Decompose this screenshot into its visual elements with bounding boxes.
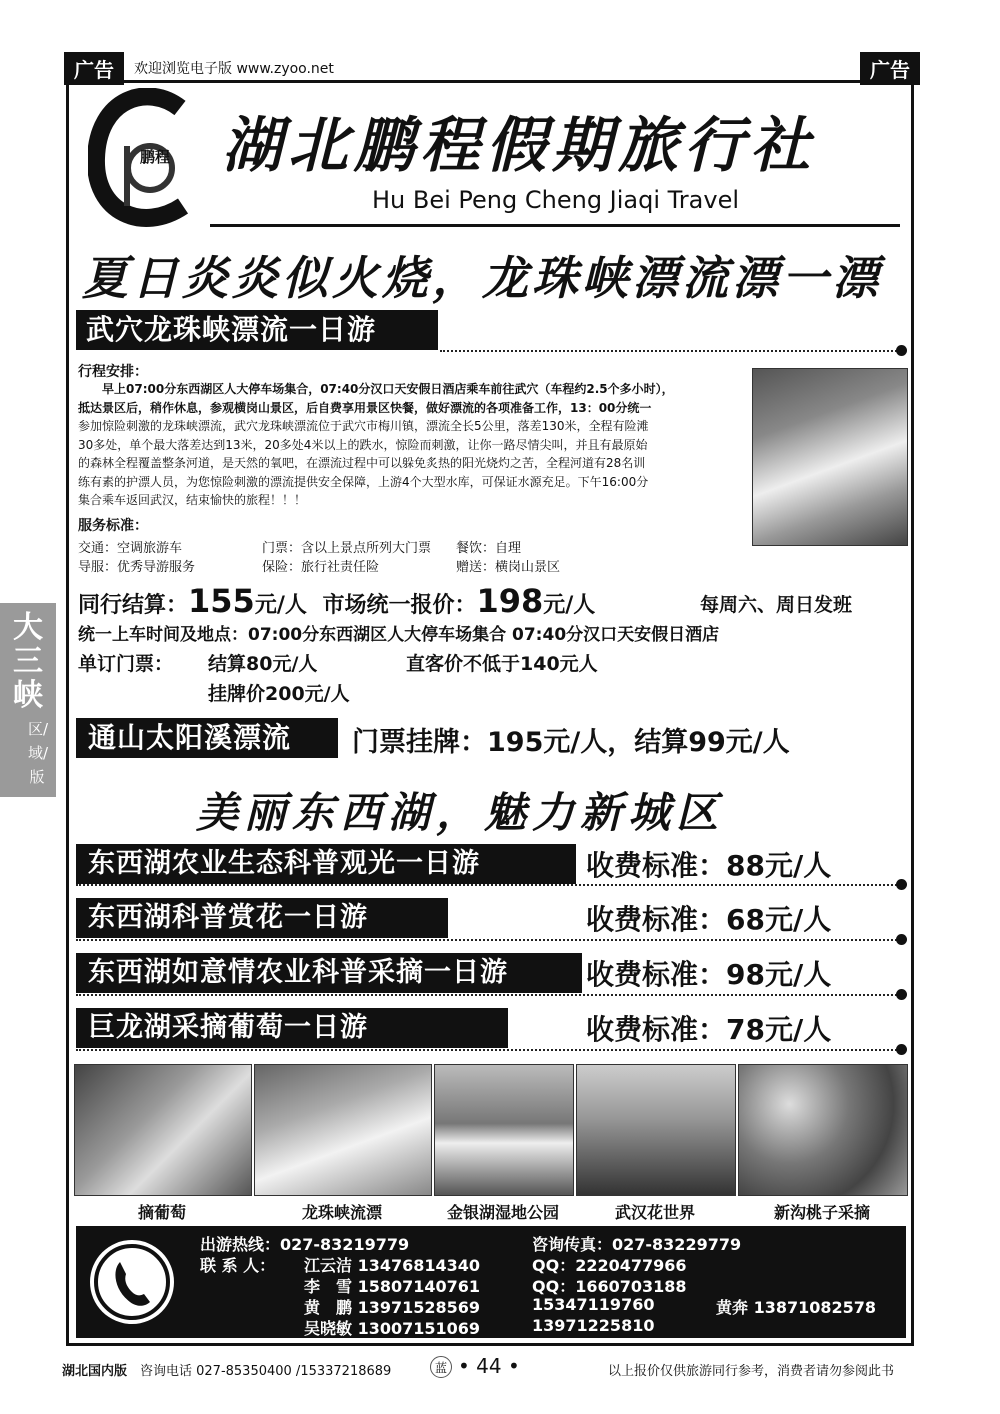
slogan-donxihu: 美丽东西湖，魅力新城区 (196, 788, 725, 837)
divider-dot (896, 989, 907, 1000)
logo (88, 88, 198, 228)
dotted-divider (76, 994, 900, 996)
itinerary-line: 练有素的护漂人员，为您惊险刺激的漂流提供安全保障，上游4个大型水库，可保证水源充足。下午16:00分 (78, 474, 649, 489)
contact-phone: 13971225810 (532, 1316, 655, 1335)
brand-divider (210, 224, 900, 227)
divider-dot (896, 345, 907, 356)
dotted-divider (76, 884, 900, 886)
ticket-settle: 结算80元/人 (208, 653, 318, 675)
footer-disclaimer: 以上报价仅供旅游同行参考，消费者请勿参阅此书 (608, 1364, 895, 1379)
itinerary-line: 的森林全程覆盖整条河道，是天然的氧吧，在漂流过程中可以躲免炙热的阳光烧灼之苦，全程河道有28名训 (78, 456, 646, 470)
dotted-divider (76, 1049, 900, 1051)
ad-label-left: 广告 (64, 52, 124, 85)
tour-row-price: 收费标准：68元/人 (586, 903, 832, 936)
fax: 咨询传真：027-83229779 (532, 1235, 742, 1254)
service-meal: 餐饮：自理 (456, 541, 522, 556)
contact-person: 李 雪 15807140761 (304, 1277, 481, 1296)
itinerary-line: 集合乘车返回武汉，结束愉快的旅程！！！ (78, 493, 307, 507)
price-market-value: 198 (476, 582, 544, 620)
contact-extra: 黄奔 13871082578 (716, 1298, 877, 1317)
ticket-listed: 挂牌价200元/人 (208, 683, 350, 705)
contact-person: 江云洁 13476814340 (304, 1256, 481, 1275)
schedule: 每周六、周日发班 (700, 594, 853, 616)
site-url: 欢迎浏览电子版 www.zyoo.net (134, 61, 334, 77)
photo-peaches (738, 1064, 908, 1196)
contact-person: 黄 鹏 13971528569 (304, 1298, 481, 1317)
service-gift: 赠送：横岗山景区 (456, 560, 561, 575)
tour-row-title: 巨龙湖采摘葡萄一日游 (76, 1008, 508, 1048)
price-market-unit: 元/人 (543, 593, 596, 618)
tour-row-price: 收费标准：88元/人 (586, 849, 832, 882)
dotted-divider (76, 939, 900, 941)
caption-grapes: 摘葡萄 (137, 1203, 186, 1222)
service-insurance: 保险：旅行社责任险 (262, 560, 380, 575)
dotted-divider (440, 350, 900, 352)
price-market-label: 市场统一报价： (322, 593, 477, 618)
tour-row-price: 收费标准：98元/人 (586, 958, 832, 991)
departure-info: 统一上车时间及地点：07:00分东西湖区人大停车场集合 07:40分汉口天安假日酒店 (78, 625, 720, 645)
tour2-title: 通山太阳溪漂流 (76, 718, 338, 758)
photo-rafting (254, 1064, 432, 1196)
price-peer-unit: 元/人 (254, 593, 307, 618)
side-tab-small: 区/域/版 (28, 720, 49, 786)
caption-wetland: 金银湖湿地公园 (446, 1203, 559, 1222)
phone-icon (90, 1240, 174, 1324)
ticket-label: 单订门票： (78, 653, 174, 675)
service-ticket: 门票：含以上景点所列大门票 (262, 541, 432, 556)
itinerary-line: 抵达景区后，稍作休息，参观横岗山景区，后自费享用景区快餐，做好漂流的各项准备工作，13：00分统一 (78, 400, 652, 415)
page-number: • 44 • (458, 1354, 520, 1378)
rafting-photo (752, 368, 908, 546)
photo-wetland (434, 1064, 574, 1196)
tour1-title: 武穴龙珠峡漂流一日游 (76, 310, 438, 350)
tour-row-price: 收费标准：78元/人 (586, 1013, 832, 1046)
caption-peaches: 新沟桃子采摘 (773, 1203, 870, 1222)
slogan-summer: 夏日炎炎似火烧，龙珠峡漂流漂一漂 (82, 251, 882, 305)
footer-edition: 湖北国内版 (62, 1364, 128, 1379)
itinerary-line: 早上07:00分东西湖区人大停车场集合，07:40分汉口天安假日酒店乘车前往武穴（车程约2.5个多小时）， (102, 382, 674, 396)
logo-text: 鹏程 (140, 148, 171, 166)
side-tab-big: 大三峡 (13, 610, 43, 713)
contact-phone: 15347119760 (532, 1295, 655, 1314)
tour-row-title: 东西湖农业生态科普观光一日游 (76, 844, 576, 884)
service-heading: 服务标准： (78, 518, 148, 534)
side-tab (0, 603, 56, 797)
itinerary-line: 30多处，单个最大落差达到13米，20多处4米以上的跌水，惊险而刺激，让你一路尽情尖叫，并且有最原始 (78, 437, 648, 452)
brand-title-en: Hu Bei Peng Cheng Jiaqi Travel (372, 186, 740, 214)
tour-row-title: 东西湖科普赏花一日游 (76, 898, 448, 938)
divider-dot (896, 934, 907, 945)
price-peer-label: 同行结算： (78, 593, 189, 618)
footer-badge: 蓝 (430, 1356, 452, 1378)
itinerary-text (78, 380, 742, 510)
contact-person: 吴晓敏 13007151069 (304, 1319, 481, 1338)
service-guide: 导服：优秀导游服务 (78, 560, 196, 575)
qq-2: QQ：1660703188 (532, 1277, 687, 1296)
footer-phone: 咨询电话 027-85350400 /15337218689 (140, 1364, 392, 1379)
photo-flower-world (576, 1064, 736, 1196)
itinerary-line: 参加惊险刺激的龙珠峡漂流，武穴龙珠峡漂流位于武穴市梅川镇，漂流全长5公里，落差130米，全程有险滩 (78, 419, 649, 433)
caption-rafting: 龙珠峡流漂 (301, 1203, 382, 1222)
divider-dot (896, 879, 907, 890)
price-peer-value: 155 (188, 582, 255, 620)
ticket-direct: 直客价不低于140元人 (406, 653, 598, 675)
itinerary-heading: 行程安排： (78, 364, 148, 380)
tour-row-title: 东西湖如意情农业科普采摘一日游 (76, 953, 582, 993)
contact-box (76, 1226, 906, 1338)
brand-title: 湖北鹏程假期旅行社 (222, 111, 816, 181)
service-transport: 交通：空调旅游车 (78, 541, 183, 556)
tour2-price: 门票挂牌：195元/人，结算99元/人 (352, 727, 790, 758)
qq-1: QQ：2220477966 (532, 1256, 687, 1275)
divider-dot (896, 1044, 907, 1055)
price-line (78, 582, 595, 620)
photo-grapes (74, 1064, 252, 1196)
ad-label-right: 广告 (860, 52, 920, 85)
caption-flower-world: 武汉花世界 (614, 1203, 695, 1222)
hotline: 出游热线：027-83219779 (200, 1235, 410, 1254)
contacts-label: 联 系 人： (200, 1256, 276, 1275)
